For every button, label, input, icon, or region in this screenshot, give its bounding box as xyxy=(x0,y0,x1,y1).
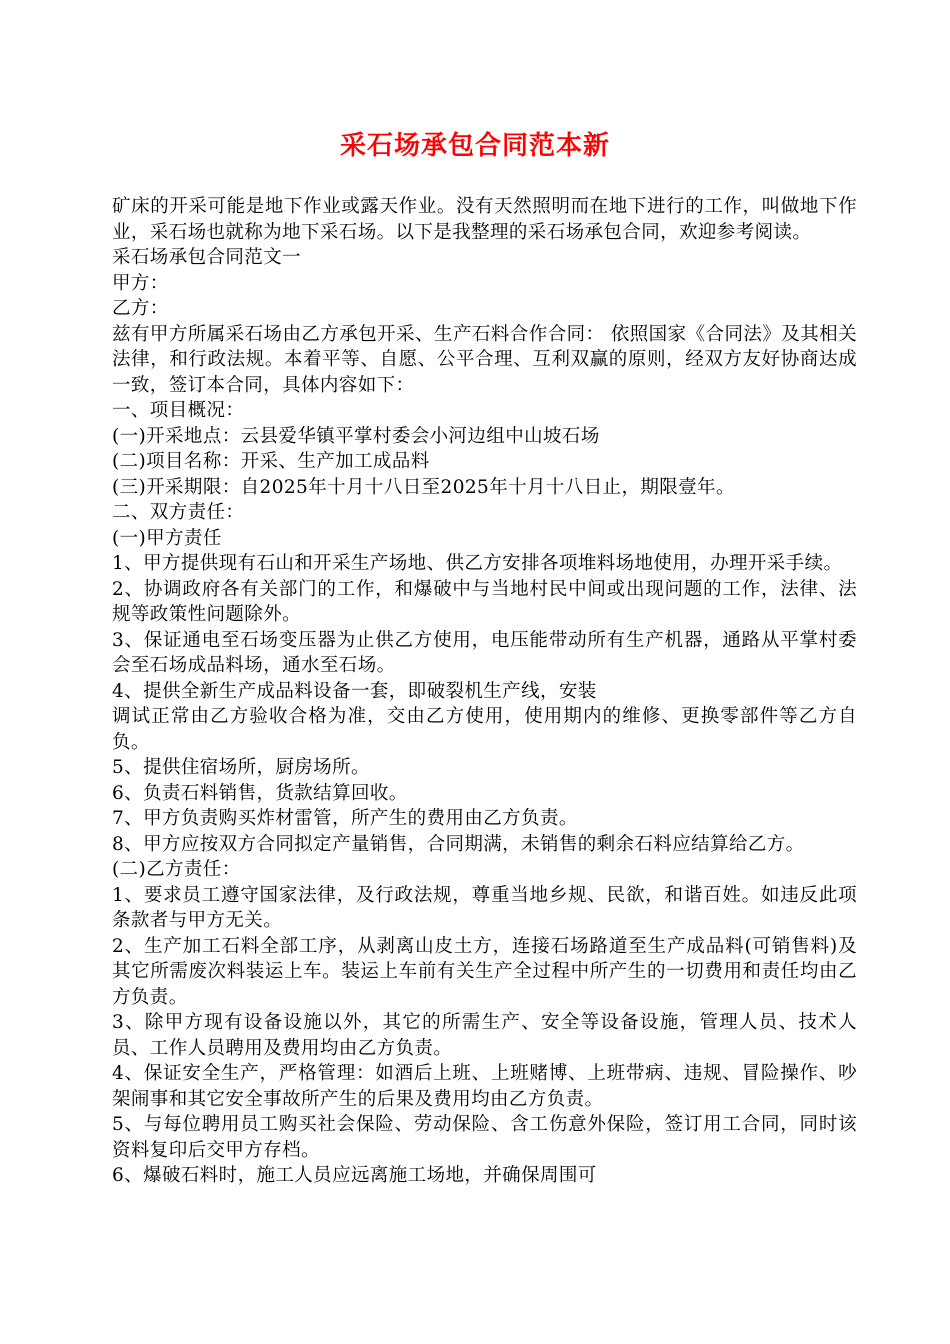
clause-line: 7、甲方负责购买炸材雷管，所产生的费用由乙方负责。 xyxy=(112,808,578,829)
subsection-heading: (二)乙方责任： xyxy=(112,859,241,880)
clause-line: 4、提供全新生产成品料设备一套，即破裂机生产线，安装 xyxy=(112,680,597,702)
clause-line: 5、提供住宿场所，厨房场所。 xyxy=(112,757,370,778)
contract-heading: 采石场承包合同范文一 xyxy=(112,247,302,268)
clause-line: 2、协调政府各有关部门的工作，和爆破中与当地村民中间或出现问题的工作，法律、法规等政策性问题除外。 xyxy=(112,578,857,625)
document-body xyxy=(112,194,857,1189)
clause-line: 3、保证通电至石场变压器为止供乙方使用，电压能带动所有生产机器，通路从平掌村委会至石场成品料场，通水至石场。 xyxy=(112,629,857,676)
clause-line: 6、负责石料销售，货款结算回收。 xyxy=(112,782,408,804)
clause-line: 5、与每位聘用员工购买社会保险、劳动保险、含工伤意外保险，签订用工合同，同时该资料复印后交甲方存档。 xyxy=(112,1114,857,1161)
intro-paragraph: 矿床的开采可能是地下作业或露天作业。没有天然照明而在地下进行的工作，叫做地下作业，采石场也就称为地下采石场。以下是我整理的采石场承包合同，欢迎参考阅读。 xyxy=(112,196,857,243)
clause-line: 1、要求员工遵守国家法律，及行政法规，尊重当地乡规、民欲，和谐百姓。如违反此项条款者与甲方无关。 xyxy=(112,884,857,931)
clause-line: 8、甲方应按双方合同拟定产量销售，合同期满，未销售的剩余石料应结算给乙方。 xyxy=(112,833,805,855)
clause-line: (一)开采地点：云县爱华镇平掌村委会小河边组中山坡石场 xyxy=(112,425,600,447)
party-a-line: 甲方： xyxy=(112,272,169,294)
clause-line: 3、除甲方现有设备设施以外，其它的所需生产、安全等设备设施，管理人员、技术人员、工作人员聘用及费用均由乙方负责。 xyxy=(112,1012,857,1059)
clause-line: 2、生产加工石料全部工序，从剥离山皮土方，连接石场路道至生产成品料(可销售料)及其它所需废次料装运上车。装运上车前有关生产全过程中所产生的一切费用和责任均由乙方负责。 xyxy=(112,935,857,1008)
section-heading: 一、项目概况： xyxy=(112,400,245,421)
clause-line: 4、保证安全生产，严格管理：如酒后上班、上班赌博、上班带病、违规、冒险操作、吵架闹事和其它安全事故所产生的后果及费用均由乙方负责。 xyxy=(112,1063,857,1110)
party-b-line: 乙方： xyxy=(112,298,169,319)
clause-line: (二)项目名称：开采、生产加工成品料 xyxy=(112,451,430,472)
document-title: 采石场承包合同范本新 xyxy=(339,131,610,161)
section-heading: 二、双方责任： xyxy=(112,502,245,523)
clause-line: 1、甲方提供现有石山和开采生产场地、供乙方安排各项堆料场地使用，办理开采手续。 xyxy=(112,553,843,574)
preamble-paragraph: 兹有甲方所属采石场由乙方承包开采、生产石料合作合同： 依照国家《合同法》及其相关法律，和行政法规。本着平等、自愿、公平合理、互利双赢的原则，经双方友好协商达成一致，签订本合同，具体内容如下： xyxy=(112,323,857,396)
clause-line: 6、爆破石料时，施工人员应远离施工场地，并确保周围可 xyxy=(112,1165,597,1186)
clause-line: 调试正常由乙方验收合格为准，交由乙方使用，使用期内的维修、更换零部件等乙方自负。 xyxy=(112,706,857,753)
subsection-heading: (一)甲方责任 xyxy=(112,527,222,549)
clause-line: (三)开采期限：自2025年十月十八日至2025年十月十八日止，期限壹年。 xyxy=(112,476,735,498)
